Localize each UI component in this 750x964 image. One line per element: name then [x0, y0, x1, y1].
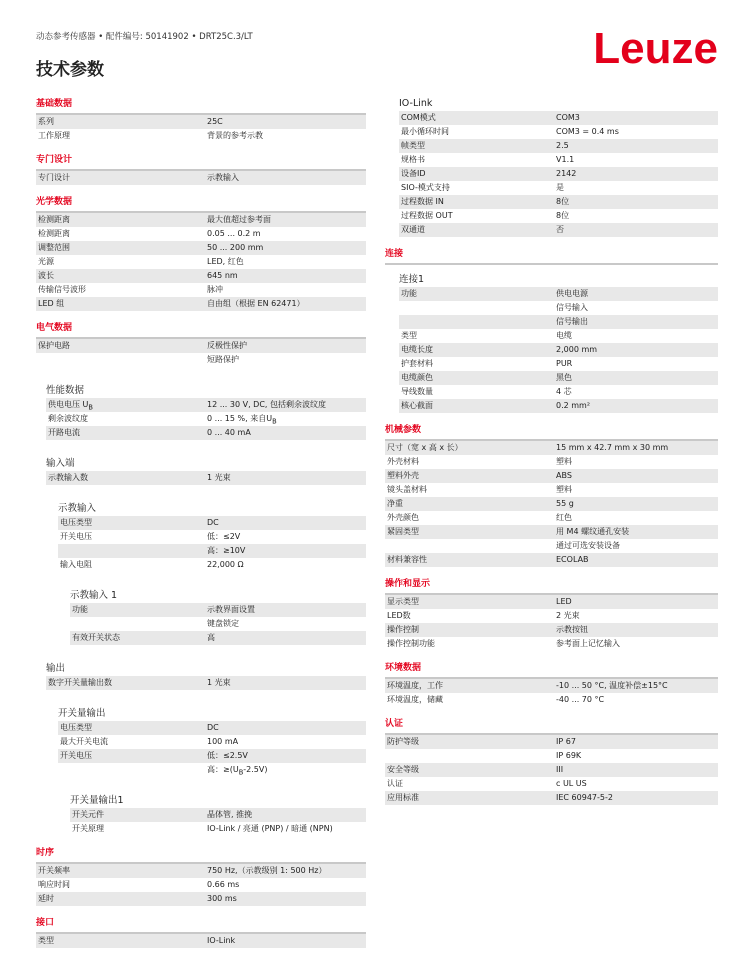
spec-label: 专门设计 [36, 171, 204, 185]
spec-row [70, 822, 366, 836]
spec-label [36, 353, 204, 367]
spec-label: 剩余波纹度 [48, 414, 88, 423]
spec-label: 应用标准 [385, 791, 553, 805]
spec-value: 0 ... 40 mA [204, 426, 366, 440]
spec-row [399, 139, 718, 153]
spec-value: ABS [553, 469, 718, 483]
spec-row [36, 115, 366, 129]
section-title: 基础数据 [36, 96, 366, 115]
spec-label: LED数 [387, 611, 411, 620]
spec-value: -10 ... 50 °C, 温度补偿±15°C [553, 679, 718, 693]
spec-label: 操作控制 [385, 623, 553, 637]
spec-table [385, 441, 718, 567]
spec-value: 高：$\ge(U_B-2.5V)$ [207, 765, 268, 777]
spec-label: 电压类型 [58, 721, 204, 735]
spec-value: LED, 红色 [207, 257, 244, 266]
spec-table [36, 516, 366, 572]
spec-label: 电缆颜色 [399, 371, 553, 385]
spec-row [46, 412, 366, 426]
spec-label [58, 763, 204, 777]
spec-label: 调整范围 [36, 241, 204, 255]
subsection-title: 示教输入 1 [70, 590, 118, 601]
spec-label: 响应时间 [38, 880, 70, 889]
section-title: 专门设计 [36, 152, 366, 171]
spec-label: 外壳颜色 [387, 513, 419, 522]
spec-label: 保护电路 [36, 339, 204, 353]
spec-value: 低：≤2V [207, 532, 241, 541]
spec-value: 用 M4 螺纹通孔安装 [553, 525, 718, 539]
spec-value: 电缆 [556, 331, 572, 340]
spec-row [58, 763, 366, 777]
spec-row [58, 749, 366, 763]
spec-value: 塑料 [556, 457, 572, 466]
spec-value: COM3 = 0.4 ms [556, 127, 619, 136]
subsection-title: 输出 [46, 663, 66, 674]
spec-row [385, 469, 718, 483]
spec-label [385, 539, 553, 553]
spec-row [399, 195, 718, 209]
spec-label: 材料兼容性 [385, 553, 553, 567]
spec-label: SIO-模式支持 [401, 183, 450, 192]
spec-row [399, 315, 718, 329]
spec-label [385, 749, 553, 763]
spec-value: 2,000 mm [553, 343, 718, 357]
spec-value: III [553, 763, 718, 777]
spec-label: 类型 [36, 934, 204, 948]
spec-value: 2.5 [553, 139, 718, 153]
spec-value: 否 [553, 223, 718, 237]
spec-label: 尺寸（宽 x 高 x 长） [385, 441, 553, 455]
spec-value: 晶体管, 推挽 [204, 808, 366, 822]
spec-label: 开关元件 [70, 808, 204, 822]
spec-row [46, 426, 366, 440]
spec-value: PUR [556, 359, 573, 368]
spec-row [36, 353, 366, 367]
spec-row [36, 339, 366, 353]
spec-value: 供电电源 [553, 287, 718, 301]
subsection-title: IO-Link [399, 98, 433, 109]
spec-label: 认证 [387, 779, 403, 788]
page-title: 技术参数 [36, 60, 104, 80]
spec-value: 8位 [553, 195, 718, 209]
spec-value: 55 g [553, 497, 718, 511]
subsection-title: 性能数据 [46, 385, 85, 396]
breadcrumb: 动态参考传感器 • 配件编号: 50141902 • DRT25C.3/LT [36, 32, 253, 42]
spec-value: 4 芯 [556, 387, 572, 396]
subsection-title: 开关量输出 [58, 708, 106, 719]
spec-label: 防护等级 [385, 735, 553, 749]
spec-label: 波长 [36, 269, 204, 283]
spec-row [36, 878, 366, 892]
spec-label: 环境温度，储藏 [387, 695, 443, 704]
spec-value: 1 光束 [204, 676, 366, 690]
spec-row [399, 111, 718, 125]
spec-table [36, 864, 366, 906]
spec-table [36, 398, 366, 440]
section-title: 环境数据 [385, 660, 718, 679]
spec-label: 开关电压 [60, 532, 92, 541]
spec-table [36, 213, 366, 311]
spec-value: 0 ... 15 %, 来自$U_B$ [207, 414, 277, 426]
spec-row [58, 735, 366, 749]
spec-value: IEC 60947-5-2 [553, 791, 718, 805]
spec-value: 反极性保护 [204, 339, 366, 353]
spec-row [385, 553, 718, 567]
spec-row [36, 129, 366, 143]
spec-value: 塑料 [556, 485, 572, 494]
subsection-title: 输入端 [46, 458, 75, 469]
section-title: 操作和显示 [385, 576, 718, 595]
spec-row [46, 471, 366, 485]
spec-value: 低：≤2.5V [204, 749, 366, 763]
spec-value: 0.05 ... 0.2 m [207, 229, 261, 238]
spec-value: 高 [204, 631, 366, 645]
spec-value: c UL US [556, 779, 587, 788]
spec-label: 塑料外壳 [385, 469, 553, 483]
spec-row [399, 287, 718, 301]
spec-row [385, 763, 718, 777]
spec-table [385, 679, 718, 707]
spec-value: 8位 [556, 211, 570, 220]
spec-value: 参考面上记忆输入 [556, 639, 620, 648]
spec-label: 过程数据 IN [399, 195, 553, 209]
spec-row [70, 603, 366, 617]
spec-label: 光源 [38, 257, 54, 266]
spec-label: 显示类型 [385, 595, 553, 609]
spec-table [385, 735, 718, 805]
spec-label: 开关电压 [58, 749, 204, 763]
spec-row [385, 455, 718, 469]
spec-label [70, 617, 204, 631]
spec-row [399, 357, 718, 371]
spec-row [58, 721, 366, 735]
spec-row [399, 223, 718, 237]
spec-value: 0.66 ms [207, 880, 240, 889]
spec-row [399, 167, 718, 181]
spec-label: 功能 [399, 287, 553, 301]
spec-label: 规格书 [401, 155, 425, 164]
spec-table [36, 471, 366, 485]
spec-table [36, 934, 366, 948]
spec-row [36, 864, 366, 878]
spec-row [399, 125, 718, 139]
spec-label: 净重 [385, 497, 553, 511]
spec-value: 25C [204, 115, 366, 129]
spec-value: 12 ... 30 V, DC, 包括剩余波纹度 [204, 398, 366, 412]
spec-row [58, 530, 366, 544]
spec-value: 750 Hz,（示教级别 1: 500 Hz） [204, 864, 366, 878]
spec-row [385, 441, 718, 455]
spec-label: 输入电阻 [60, 560, 92, 569]
spec-value: LED [553, 595, 718, 609]
spec-label: 示教输入数 [46, 471, 204, 485]
spec-label: 外壳材料 [387, 457, 419, 466]
spec-label: 护套材料 [401, 359, 433, 368]
spec-row [385, 623, 718, 637]
spec-value: 示教输入 [204, 171, 366, 185]
spec-label: LED 组 [36, 297, 204, 311]
section-title: 机械参数 [385, 422, 718, 441]
spec-value: 高：≥10V [204, 544, 366, 558]
spec-row [36, 269, 366, 283]
spec-row [36, 213, 366, 227]
spec-table [36, 808, 366, 836]
spec-label: 功能 [70, 603, 204, 617]
spec-row [385, 595, 718, 609]
spec-table [36, 115, 366, 143]
spec-label [399, 301, 553, 315]
spec-label: 类型 [401, 331, 417, 340]
spec-label [399, 315, 553, 329]
spec-row [36, 255, 366, 269]
spec-row [385, 791, 718, 805]
section-title: 接口 [36, 915, 366, 934]
spec-value: 信号输出 [553, 315, 718, 329]
spec-value: IO-Link [204, 934, 366, 948]
spec-label: 有效开关状态 [70, 631, 204, 645]
spec-row [399, 181, 718, 195]
spec-row [399, 385, 718, 399]
spec-row [70, 808, 366, 822]
spec-label: 开关原理 [72, 824, 104, 833]
spec-table [36, 171, 366, 185]
spec-row [385, 749, 718, 763]
section-title: 电气数据 [36, 320, 366, 339]
spec-label: 镜头盖材料 [387, 485, 427, 494]
leuze-logo: Leuze [593, 24, 718, 73]
spec-value: COM3 [553, 111, 718, 125]
spec-value: 2 光束 [556, 611, 580, 620]
spec-row [36, 892, 366, 906]
spec-label: 核心截面 [399, 399, 553, 413]
spec-row [36, 297, 366, 311]
spec-row [399, 153, 718, 167]
spec-value: 15 mm x 42.7 mm x 30 mm [553, 441, 718, 455]
spec-label: 电压类型 [58, 516, 204, 530]
section-title: 时序 [36, 845, 366, 864]
spec-row [36, 283, 366, 297]
spec-label: 检测距离 [36, 213, 204, 227]
spec-row [385, 679, 718, 693]
spec-value: 100 mA [207, 737, 239, 746]
spec-value: 短路保护 [207, 355, 239, 364]
spec-table [385, 595, 718, 651]
spec-value: IP 67 [553, 735, 718, 749]
spec-row [385, 525, 718, 539]
spec-value: V1.1 [556, 155, 575, 164]
spec-value: 脉冲 [207, 285, 223, 294]
spec-row [399, 399, 718, 413]
spec-row [399, 343, 718, 357]
spec-row [36, 241, 366, 255]
spec-value: 300 ms [204, 892, 366, 906]
spec-table [36, 676, 366, 690]
section-title: 光学数据 [36, 194, 366, 213]
spec-value: -40 ... 70 °C [556, 695, 605, 704]
spec-value: DC [204, 516, 366, 530]
spec-label: 工作原理 [38, 131, 70, 140]
spec-value: 黑色 [553, 371, 718, 385]
spec-row [399, 329, 718, 343]
spec-value: 0.2 mm² [553, 399, 718, 413]
spec-row [36, 934, 366, 948]
spec-label: 电缆长度 [399, 343, 553, 357]
spec-label [58, 544, 204, 558]
spec-row [36, 227, 366, 241]
spec-value: 50 ... 200 mm [204, 241, 366, 255]
spec-value: 示教界面设置 [204, 603, 366, 617]
spec-label: 双通道 [399, 223, 553, 237]
spec-row [385, 497, 718, 511]
spec-value: 2142 [553, 167, 718, 181]
spec-value: 是 [556, 183, 564, 192]
spec-table [36, 721, 366, 777]
spec-row [385, 483, 718, 497]
spec-row [70, 631, 366, 645]
spec-table [36, 339, 366, 367]
spec-label: COM模式 [399, 111, 553, 125]
spec-table [385, 111, 718, 237]
spec-row [385, 609, 718, 623]
subsection-title: 开关量输出1 [70, 795, 124, 806]
spec-label: 系列 [36, 115, 204, 129]
spec-label: 检测距离 [38, 229, 70, 238]
subsection-title: 示教输入 [58, 503, 97, 514]
spec-row [58, 558, 366, 572]
spec-row [399, 371, 718, 385]
spec-label: 开路电流 [46, 426, 204, 440]
spec-label: 帧类型 [399, 139, 553, 153]
spec-label: 操作控制功能 [387, 639, 435, 648]
spec-label: 安全等级 [385, 763, 553, 777]
spec-label: 环境温度，工作 [385, 679, 553, 693]
spec-value: ECOLAB [553, 553, 718, 567]
section-title: 连接 [385, 246, 718, 265]
spec-table [385, 287, 718, 413]
left-column [36, 92, 366, 957]
spec-row [385, 637, 718, 651]
spec-label: 传输信号波形 [38, 285, 86, 294]
spec-label: 数字开关量输出数 [46, 676, 204, 690]
spec-row [58, 544, 366, 558]
spec-row [36, 171, 366, 185]
spec-label: 最小循环时间 [401, 127, 449, 136]
spec-value: DC [204, 721, 366, 735]
spec-value: IO-Link / 亮通 (PNP) / 暗通 (NPN) [207, 824, 333, 833]
right-column [385, 92, 718, 814]
spec-label: 开关频率 [36, 864, 204, 878]
spec-label: 延时 [36, 892, 204, 906]
spec-row [58, 516, 366, 530]
spec-label: 导线数量 [401, 387, 433, 396]
spec-value: IP 69K [556, 751, 582, 760]
subsection-title: 连接1 [399, 274, 425, 285]
spec-row [46, 398, 366, 412]
spec-row [385, 693, 718, 707]
spec-label: 过程数据 OUT [401, 211, 453, 220]
spec-value: 红色 [556, 513, 572, 522]
spec-value: 通过可选安装设备 [556, 541, 620, 550]
spec-label: 最大开关电流 [60, 737, 108, 746]
spec-row [385, 511, 718, 525]
spec-value: 1 光束 [204, 471, 366, 485]
spec-value: 22,000 Ω [207, 560, 244, 569]
spec-value: 最大值超过参考面 [204, 213, 366, 227]
spec-label: 紧固类型 [385, 525, 553, 539]
spec-value: 645 nm [204, 269, 366, 283]
spec-row [385, 777, 718, 791]
spec-table [36, 603, 366, 645]
section-title: 认证 [385, 716, 718, 735]
spec-row [385, 735, 718, 749]
spec-label: 供电电压 $U_B$ [46, 398, 204, 412]
spec-row [46, 676, 366, 690]
spec-value: 示教按钮 [553, 623, 718, 637]
spec-row [399, 209, 718, 223]
spec-value: 自由组（根据 EN 62471） [204, 297, 366, 311]
spec-value: 信号输入 [556, 303, 588, 312]
spec-row [385, 539, 718, 553]
spec-label: 设备ID [399, 167, 553, 181]
spec-row [70, 617, 366, 631]
spec-value: 背景的参考示教 [207, 131, 263, 140]
spec-row [399, 301, 718, 315]
spec-value: 键盘锁定 [207, 619, 239, 628]
